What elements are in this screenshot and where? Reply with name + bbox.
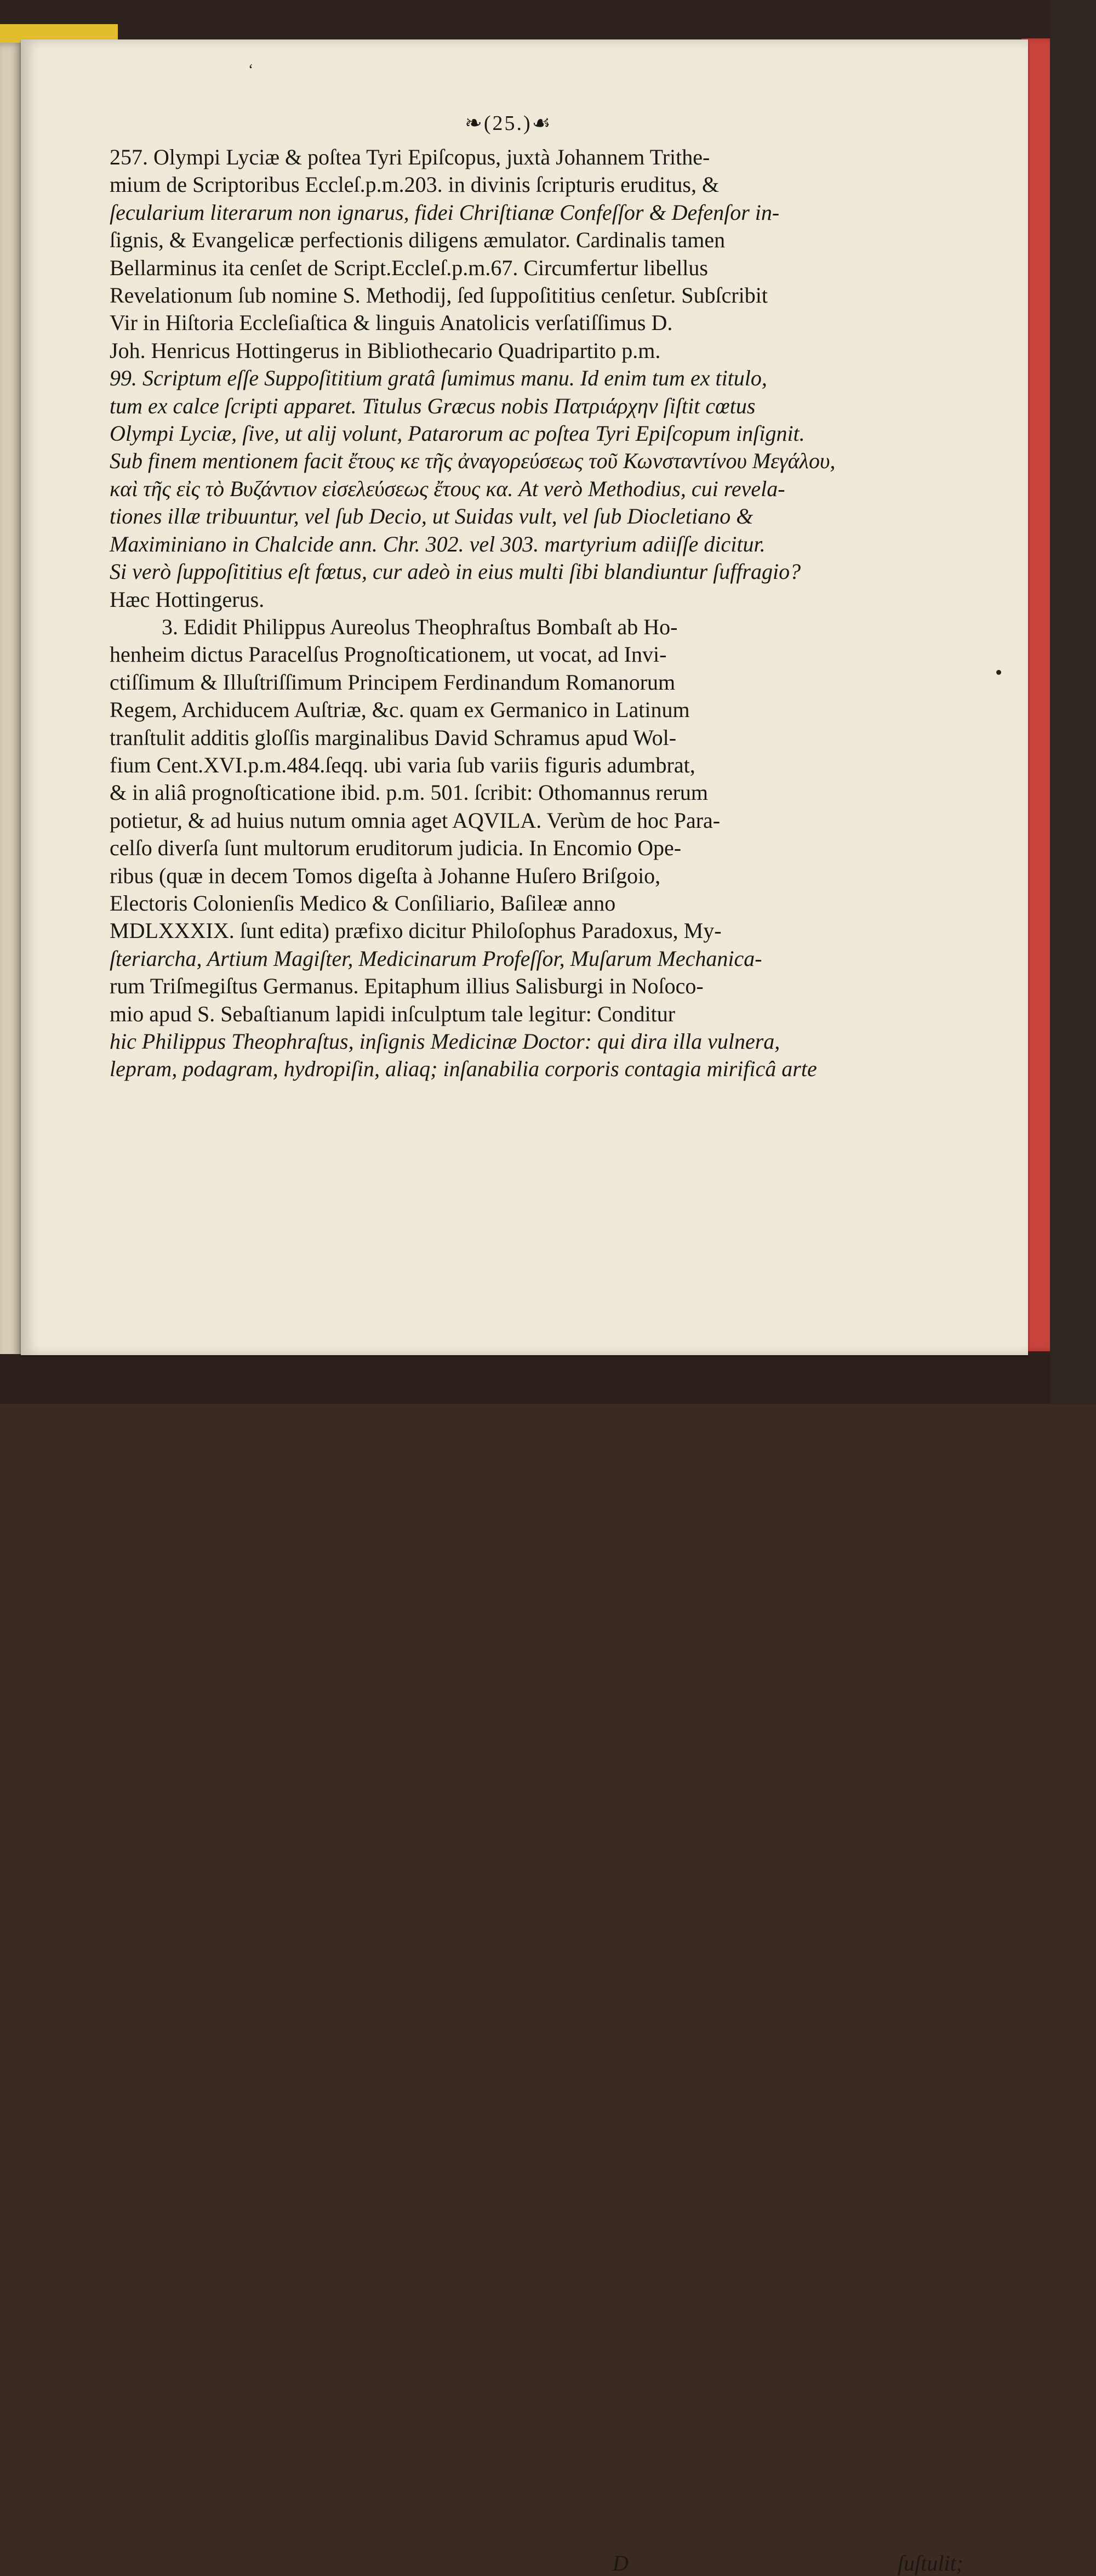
- page-header: ❧(25.)☙: [465, 112, 552, 135]
- text-line: ſecularium literarum non ignarus, fidei Chriſtianæ Confeſſor & Defenſor in-: [110, 200, 780, 225]
- dark-right-edge: [1050, 0, 1096, 1404]
- text-line: rum Triſmegiſtus Germanus. Epitaphum illius Salisburgi in Noſoco-: [110, 974, 704, 999]
- text-line: tiones illæ tribuuntur, vel ſub Decio, ut Suidas vult, vel ſub Diocletiano &: [110, 504, 754, 529]
- text-line: Bellarminus ita cenſet de Script.Eccleſ.p.m.67. Circumfertur libellus: [110, 255, 708, 280]
- paragraph-1: [110, 144, 909, 613]
- text-line: Revelationum ſub nomine S. Methodij, ſed ſuppoſititius cenſetur. Subſcribit: [110, 283, 768, 308]
- text-line: Electoris Colonienſis Medico & Conſiliario, Baſileæ anno: [110, 890, 616, 915]
- book-page: [21, 39, 1028, 2575]
- text-line: fium Cent.XVI.p.m.484.ſeqq. ubi varia ſub variis figuris adumbrat,: [110, 752, 695, 777]
- text-line: mium de Scriptoribus Eccleſ.p.m.203. in divinis ſcripturis eruditus, &: [110, 172, 720, 197]
- text-line: tranſtulit additis gloſſis marginalibus David Schramus apud Wol-: [110, 725, 677, 750]
- margin-mark: ‘: [248, 61, 254, 78]
- catchword: ſuſtulit;: [898, 2551, 963, 2575]
- text-line: Joh. Henricus Hottingerus in Bibliothecario Quadripartito p.m.: [110, 338, 661, 363]
- text-line: ctiſſimum & Illuſtriſſimum Principem Ferdinandum Romanorum: [110, 669, 676, 695]
- text-line: ribus (quæ in decem Tomos digeſta à Johanne Huſero Briſgoio,: [110, 863, 661, 888]
- text-line: Vir in Hiſtoria Eccleſiaſtica & linguis Anatolicis verſatiſſimus D.: [110, 310, 673, 335]
- signature-mark: D: [613, 2551, 629, 2575]
- text-line: celſo diverſa ſunt multorum eruditorum judicia. In Encomio Ope-: [110, 835, 682, 861]
- text-line: Olympi Lyciæ, ſive, ut alij volunt, Patarorum ac poſtea Tyri Epiſcopum inſignit.: [110, 421, 805, 446]
- page-number: (25.): [483, 112, 532, 135]
- text-line: ſignis, & Evangelicæ perfectionis diligens æmulator. Cardinalis tamen: [110, 228, 726, 253]
- text-line: Maximiniano in Chalcide ann. Chr. 302. vel 303. martyrium adiiſſe dicitur.: [110, 531, 766, 556]
- text-line: 99. Scriptum eſſe Suppoſititium gratâ ſumimus manu. Id enim tum ex titulo,: [110, 366, 767, 391]
- text-line: tum ex calce ſcripti apparet. Titulus Græcus nobis Πατριάρχην ſiſtit cœtus: [110, 393, 756, 418]
- text-line: potietur, & ad huius nutum omnia aget AQVILA. Verùm de hoc Para-: [110, 808, 721, 833]
- paragraph-2: [110, 613, 909, 1083]
- text-line: 3. Edidit Philippus Aureolus Theophraſtus Bombaſt ab Ho-: [162, 614, 678, 639]
- text-line: ſteriarcha, Artium Magiſter, Medicinarum Profeſſor, Muſarum Mechanica-: [110, 946, 762, 971]
- text-line: Hæc Hottingerus.: [110, 587, 265, 612]
- ink-spot: [996, 670, 1001, 675]
- text-line: καὶ τῆς εἰς τὸ Βυζάντιον εἰσελεύσεως ἔτους κα. At verò Methodius, cui revela-: [110, 476, 785, 501]
- text-line: lepram, podagram, hydropiſin, aliaq; inſanabilia corporis contagia mirificâ arte: [110, 1056, 817, 1082]
- text-line: henheim dictus Paracelſus Prognoſticationem, ut vocat, ad Invi-: [110, 642, 667, 667]
- text-line: Sub finem mentionem facit ἔτους κε τῆς ἀναγορεύσεως τοῦ Κωνσταντίνου Μεγάλου,: [110, 448, 836, 474]
- text-line: & in aliâ prognoſticatione ibid. p.m. 501. ſcribit: Othomannus rerum: [110, 780, 709, 805]
- text-line: hic Philippus Theophraſtus, inſignis Medicinæ Doctor: qui dira illa vulnera,: [110, 1029, 780, 1054]
- body-text: [110, 144, 909, 1083]
- text-line: Si verò ſuppoſititius eſt fœtus, cur adeò in eius multi ſibi blandiuntur ſuffragio?: [110, 559, 801, 584]
- bottom-strip: [0, 1354, 1050, 1404]
- text-line: 257. Olympi Lyciæ & poſtea Tyri Epiſcopus, juxtà Johannem Trithe-: [110, 145, 710, 169]
- text-line: MDLXXXIX. ſunt edita) præfixo dicitur Philoſophus Paradoxus, My-: [110, 918, 722, 943]
- text-line: mio apud S. Sebaſtianum lapidi inſculptum tale legitur: Conditur: [110, 1001, 676, 1026]
- left-binding: [0, 43, 22, 1404]
- text-line: Regem, Archiducem Auſtriæ, &c. quam ex Germanico in Latinum: [110, 697, 690, 723]
